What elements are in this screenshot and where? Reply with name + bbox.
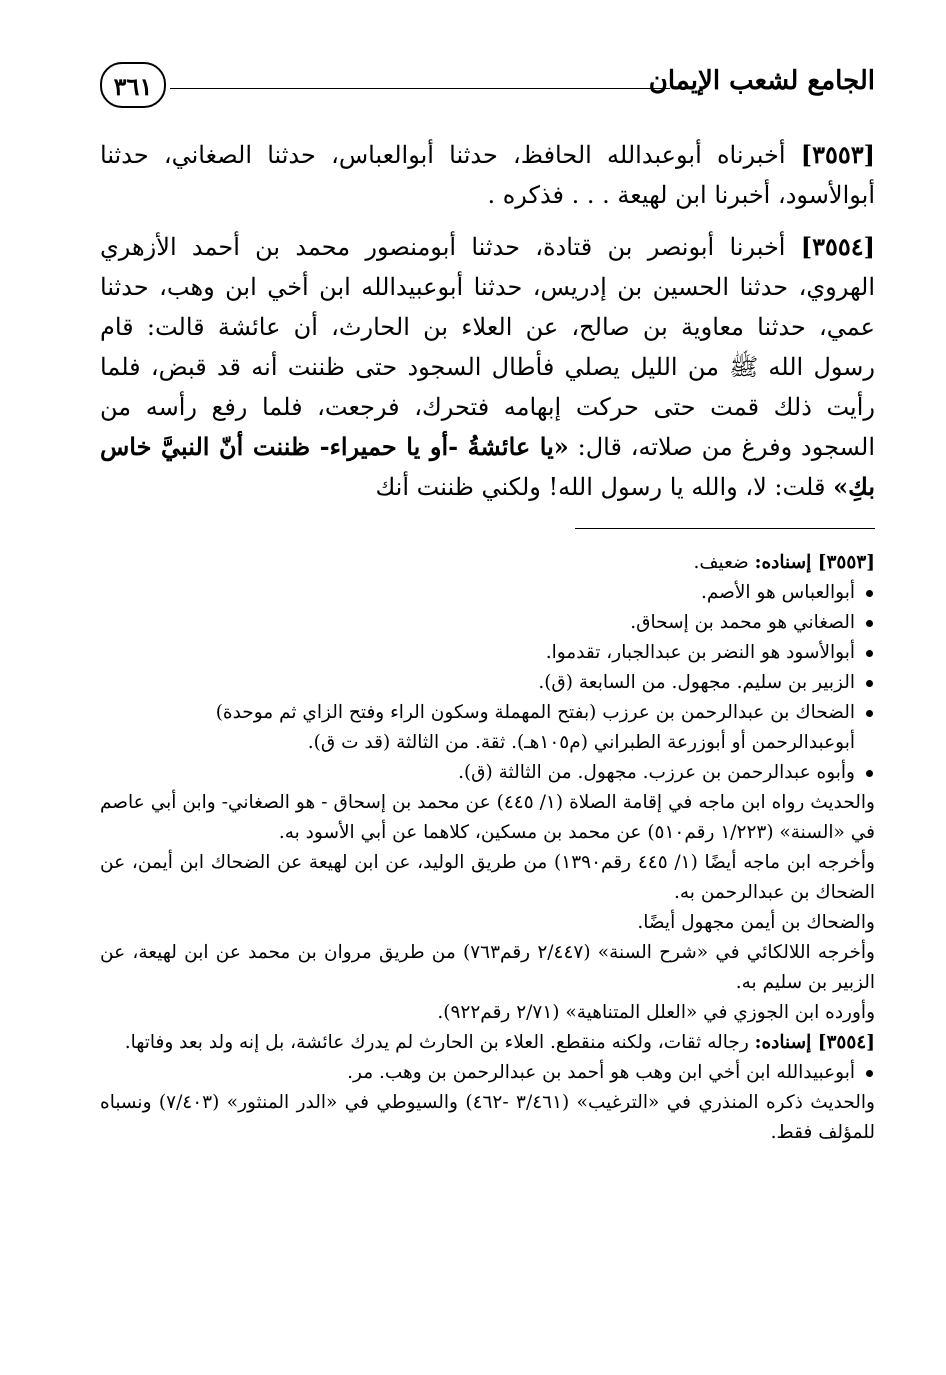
- footnote-3553-heading: [100, 548, 875, 578]
- footnote-paragraph: وأخرجه اللالكائي في «شرح السنة» (٢/٤٤٧ رقم٧٦٣) من طريق مروان بن محمد عن ابن لهيعة، عن الزبير بن سليم به.: [100, 942, 875, 993]
- footnote-number: [٣٥٥٤]: [817, 1032, 875, 1053]
- footnote-number: [٣٥٥٣]: [817, 552, 875, 573]
- list-item: [100, 638, 875, 668]
- bullet-icon: [866, 680, 873, 687]
- list-item-text-cont: أبوعبدالرحمن أو أبوزرعة الطبراني (م١٠٥هـ). ثقة. من الثالثة (قد ت ق).: [307, 732, 855, 753]
- footnote-label: إسناده:: [754, 1032, 818, 1053]
- footnote-paragraph: والحديث ذكره المنذري في «الترغيب» (٣/٤٦١ -٤٦٢) والسيوطي في «الدر المنثور» (٧/٤٠٣) ونسباه للمؤلف فقط.: [100, 1092, 875, 1143]
- header-rule: [170, 88, 670, 89]
- list-item-text: أبوعبيدالله ابن أخي ابن وهب هو أحمد بن عبدالرحمن بن وهب. مر.: [347, 1062, 855, 1083]
- hadith-3553: [100, 135, 875, 215]
- footnote-paragraph: والحديث رواه ابن ماجه في إقامة الصلاة (١/ ٤٤٥) عن محمد بن إسحاق - هو الصغاني- وابن أبي عاصم في «السنة» (١/٢٢٣ رقم٥١٠) عن محمد بن مسكين، كلاهما عن أبي الأسود به.: [100, 792, 875, 843]
- hadith-number: [٣٥٥٣]: [800, 140, 875, 169]
- hadith-text: أخبرناه أبوعبدالله الحافظ، حدثنا أبوالعباس، حدثنا الصغاني، حدثنا أبوالأسود، أخبرنا ابن لهيعة . . . فذكره .: [100, 141, 875, 209]
- list-item: [100, 668, 875, 698]
- hadith-number: [٣٥٥٤]: [800, 232, 876, 261]
- hadith-3554: [100, 227, 875, 507]
- footnote-paragraph: وأورده ابن الجوزي في «العلل المتناهية» (٢/٧١ رقم٩٢٢).: [437, 1002, 875, 1023]
- page-number: ٣٦١: [100, 62, 166, 108]
- list-item: [100, 578, 875, 608]
- bullet-icon: [866, 770, 873, 777]
- bullet-icon: [866, 710, 873, 717]
- list-item-text: وأبوه عبدالرحمن بن عرزب. مجهول. من الثالثة (ق).: [458, 762, 855, 783]
- list-item-text: الضحاك بن عبدالرحمن بن عرزب (بفتح المهملة وسكون الراء وفتح الزاي ثم موحدة): [215, 702, 855, 723]
- bullet-icon: [866, 590, 873, 597]
- list-item: [100, 698, 875, 758]
- hadith-text-cont: قلت: لا، والله يا رسول الله! ولكني ظننت أنك: [375, 473, 834, 501]
- list-item: [100, 1058, 875, 1088]
- prophet-quote: «يا عائشةُ -أو يا حميراء- ظننت أنّ النبيَّ خاس بكِ»: [100, 432, 875, 501]
- footnote-text: رجاله ثقات، ولكنه منقطع. العلاء بن الحارث لم يدرك عائشة، بل إنه ولد بعد وفاتها.: [124, 1032, 755, 1053]
- running-title: الجامع لشعب الإيمان: [639, 66, 875, 96]
- page-header: [100, 56, 875, 120]
- list-item-text: أبوالأسود هو النضر بن عبدالجبار، تقدموا.: [545, 642, 855, 663]
- footnote-paragraph: وأخرجه ابن ماجه أيضًا (١/ ٤٤٥ رقم١٣٩٠) من طريق الوليد، عن ابن لهيعة عن الضحاك ابن أيمن، عن الضحاك بن عبدالرحمن به.: [100, 852, 875, 903]
- list-item-text: الصغاني هو محمد بن إسحاق.: [630, 612, 855, 633]
- list-item: [100, 608, 875, 638]
- footnote-3554-heading: [100, 1028, 875, 1058]
- list-item: [100, 758, 875, 788]
- footnote-label: إسناده:: [754, 552, 818, 573]
- footnote-paragraph: والضحاك بن أيمن مجهول أيضًا.: [637, 912, 875, 933]
- list-item-text: أبوالعباس هو الأصم.: [700, 582, 855, 603]
- bullet-icon: [866, 620, 873, 627]
- main-text: [100, 135, 875, 519]
- list-item-text: الزبير بن سليم. مجهول. من السابعة (ق).: [538, 672, 855, 693]
- hadith-text: أخبرنا أبونصر بن قتادة، حدثنا أبومنصور محمد بن أحمد الأزهري الهروي، حدثنا الحسين بن إدريس، حدثنا أبوعبيدالله ابن أخي ابن وهب، حدثنا عمي، حدثنا معاوية بن صالح، عن العلاء بن الحارث، أن عائشة قالت: قام رسول الله ﷺ من الليل يصلي فأطال السجود حتى ظننت أنه قد قبض، فلما رأيت ذلك قمت حتى حركت إبهامه فتحرك، فرجعت، فلما رفع رأسه من السجود وفرغ من صلاته، قال:: [100, 233, 875, 461]
- footnote-text: ضعيف.: [693, 552, 755, 573]
- bullet-icon: [866, 650, 873, 657]
- footnotes: [100, 548, 875, 1148]
- bullet-icon: [866, 1070, 873, 1077]
